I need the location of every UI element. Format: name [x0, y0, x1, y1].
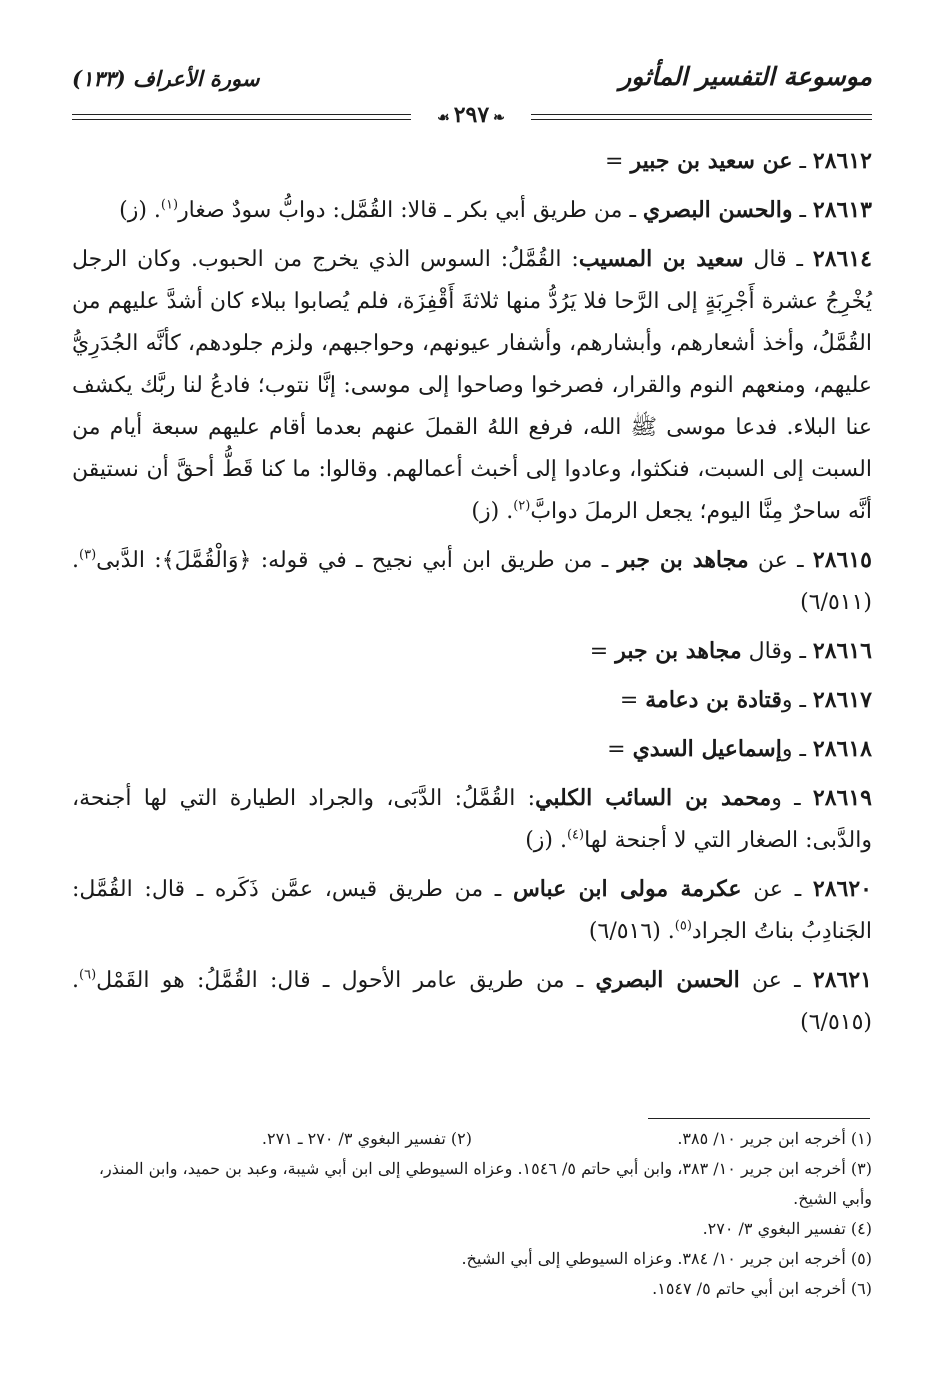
footnote: (٥) أخرجه ابن جرير ١٠/ ٣٨٤. وعزاه السيوطي إلى أبي الشيخ.	[461, 1249, 872, 1268]
entry: ٢٨٦١٧ ـ وقتادة بن دعامة =	[619, 687, 872, 713]
footnote: (٤) تفسير البغوي ٣/ ٢٧٠.	[702, 1219, 872, 1238]
entry: ٢٨٦١٢ ـ عن سعيد بن جبير =	[605, 148, 872, 174]
footnote: (٣) أخرجه ابن جرير ١٠/ ٣٨٣، وابن أبي حاتم ٥/ ١٥٤٦. وعزاه السيوطي إلى ابن أبي شيبة، وعبد بن حميد، وابن المنذر، وأبي الشيخ.	[98, 1159, 872, 1208]
narrator-name: مجاهد بن جبر	[615, 638, 742, 664]
footnote-ref: (٢)	[513, 498, 531, 514]
narrator-name: مجاهد بن جبر	[617, 547, 749, 573]
footnote-ref: (٣)	[79, 547, 97, 563]
entry: ٢٨٦١٩ ـ ومحمد بن السائب الكلبي: القُمَّلُ: الدَّبَى، والجراد الطيارة التي لها أجنحة، والدَّبى: الصغار التي لا أجنحة لها$^{(٤)}$. (ز)	[72, 785, 872, 853]
entry: ٢٨٦٢٠ ـ عن عكرمة مولى ابن عباس ـ من طريق قيس، عمَّن ذَكَره ـ قال: القُمَّل: الجَنادِبُ بناتُ الجراد$^{(٥)}$. (٦/٥١٦)	[72, 876, 872, 944]
ornament-icon: ☙	[437, 110, 450, 126]
page-number-value: ٢٩٧	[453, 102, 490, 128]
entry: ٢٨٦٢١ ـ عن الحسن البصري ـ من طريق عامر الأحول ـ قال: القُمَّلُ: هو القَمْل$^{(٦)}$. (٦/٥١٥)	[72, 967, 872, 1035]
entry: ٢٨٦١٤ ـ قال سعيد بن المسيب: القُمَّلُ: السوس الذي يخرج من الحبوب. وكان الرجل يُخْرِجُ عشرة أَجْرِبَةٍ إلى الرَّحا فلا يَرُدُّ منها ثلاثةَ أَقْفِزَة، فلم يُصابوا ببلاء كان أشدَّ عليهم من القُمَّلُ، وأخذ أشعارهم، وأبشارهم، وأشفار عيونهم، وحواجبهم، ولزم جلودهم، كأنَّه الجُدَرِيُّ عليهم، ومنعهم النوم والقرار، فصرخوا وصاحوا إلى موسى: إنَّا نتوب؛ فادعُ لنا ربَّك يكشف عنا البلاء. فدعا موسى ﷺ الله، فرفع اللهُ القملَ عنهم بعدما أقام عليهم سبعة أيام من السبت إلى السبت، فنكثوا، وعادوا إلى أخبث أعمالهم. وقالوا: ما كنا قَطُّ أحقَّ أن نستيقن أنَّه ساحرٌ مِنَّا اليوم؛ يجعل الرملَ دوابَّ$^{(٢)}$. (ز)	[72, 246, 872, 524]
narrator-name: إسماعيل السدي	[632, 736, 782, 762]
narrator-name: قتادة بن دعامة	[645, 687, 782, 713]
footnote: (٦) أخرجه ابن أبي حاتم ٥/ ١٥٤٧.	[652, 1279, 872, 1298]
page-number	[411, 100, 531, 133]
entry: ٢٨٦١٣ ـ والحسن البصري ـ من طريق أبي بكر ـ قالا: القُمَّل: دوابُّ سودٌ صغار$^{(١)}$. (ز)	[119, 197, 872, 223]
narrator-name: عكرمة مولى ابن عباس	[512, 876, 742, 902]
book-title: موسوعة التفسير المأثور	[619, 62, 872, 91]
ornament-icon: ❧	[493, 110, 505, 126]
footnote: (٢) تفسير البغوي ٣/ ٢٧٠ ـ ٢٧١.	[261, 1129, 472, 1148]
entry: ٢٨٦١٥ ـ عن مجاهد بن جبر ـ من طريق ابن أبي نجيح ـ في قوله: ﴿وَالْقُمَّلَ﴾: الدَّبى$^{(٣)}$. (٦/٥١١)	[72, 547, 872, 615]
narrator-name: عن سعيد بن جبير	[630, 148, 793, 174]
narrator-name: سعيد بن المسيب	[578, 246, 744, 272]
entry: ٢٨٦١٦ ـ وقال مجاهد بن جبر =	[589, 638, 872, 664]
footnote-separator	[648, 1118, 870, 1119]
narrator-name: والحسن البصري	[642, 197, 793, 223]
footnote-ref: (٦)	[79, 967, 97, 983]
footnote-row	[72, 1124, 872, 1154]
footnote: (١) أخرجه ابن جرير ١٠/ ٣٨٥.	[677, 1129, 872, 1148]
narrator-name: محمد بن السائب الكلبي	[535, 785, 772, 811]
footnotes	[72, 1124, 872, 1304]
footnote-ref: (٤)	[566, 827, 585, 843]
narrator-name: الحسن البصري	[595, 967, 740, 993]
surah-title: سورة الأعراف (١٣٣)	[72, 66, 260, 91]
entry: ٢٨٦١٨ ـ وإسماعيل السدي =	[607, 736, 872, 762]
main-text	[72, 140, 872, 1050]
footnote-ref: (٥)	[674, 918, 692, 934]
footnote-ref: (١)	[160, 197, 179, 213]
